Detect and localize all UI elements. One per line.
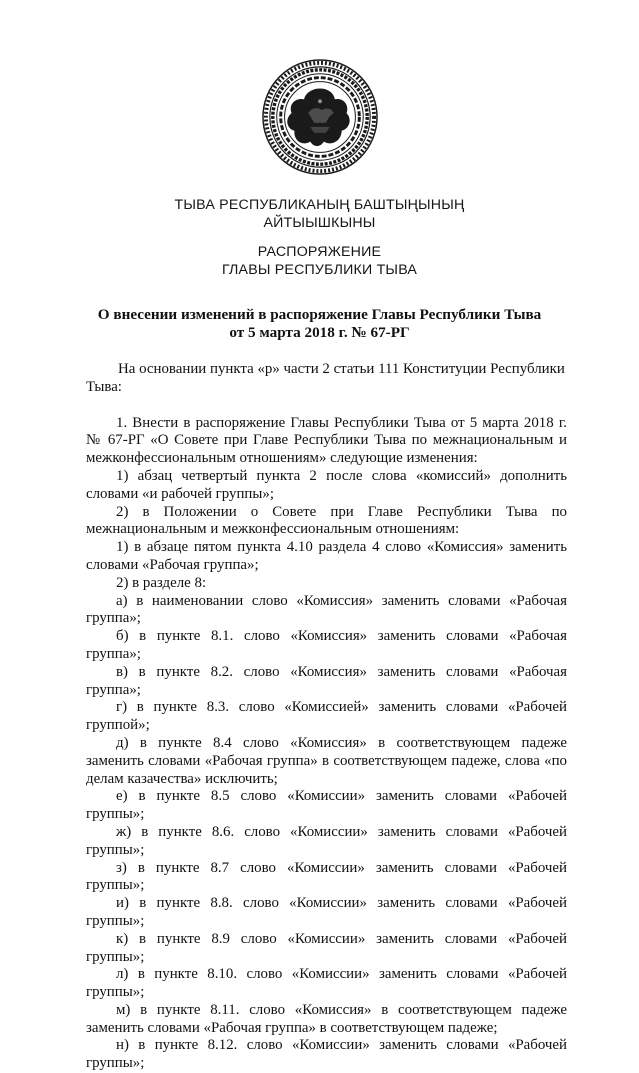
list-item: в) в пункте 8.2. слово «Комиссия» заменить словами «Рабочая группа»; <box>86 663 567 698</box>
list-item: е) в пункте 8.5 слово «Комиссии» заменить словами «Рабочей группы»; <box>86 788 567 823</box>
paragraph: 2) в разделе 8: <box>116 574 207 591</box>
paragraph: 1. Внести в распоряжение Главы Республики Тыва от 5 марта 2018 г. № 67-РГ «О Совете при Главе Республики Тыва по межнациональным и межконфессиональным отношениям» следующие изменения: <box>86 414 567 467</box>
list-item: а) в наименовании слово «Комиссия» заменить словами «Рабочая группа»; <box>86 592 567 627</box>
list-item: л) в пункте 8.10. слово «Комиссии» заменить словами «Рабочей группы»; <box>86 966 567 1001</box>
preamble: На основании пункта «р» части 2 статьи 111 Конституции Республики Тыва: <box>86 361 565 395</box>
list-item: д) в пункте 8.4 слово «Комиссия» в соответствующем падеже заменить словами «Рабочая группа» в соответствующем падеже, слова «по делам казачества» исключить; <box>86 734 567 787</box>
document-title-line-1: О внесении изменений в распоряжение Главы Республики Тыва <box>97 306 542 323</box>
paragraph: 1) абзац четвертый пункта 2 после слова «комиссий» дополнить словами «и рабочей группы»; <box>86 467 567 502</box>
list-item: к) в пункте 8.9 слово «Комиссии» заменить словами «Рабочей группы»; <box>86 930 567 965</box>
document-title-line-2: от 5 марта 2018 г. № 67-РГ <box>229 324 410 341</box>
header-line-head-of-republic: ГЛАВЫ РЕСПУБЛИКИ ТЫВА <box>221 262 418 278</box>
list-item: ж) в пункте 8.6. слово «Комиссии» заменить словами «Рабочей группы»; <box>86 823 567 858</box>
list-item: г) в пункте 8.3. слово «Комиссией» заменить словами «Рабочей группой»; <box>86 699 567 734</box>
document-body <box>86 361 567 1073</box>
coat-of-arms-icon <box>261 58 379 176</box>
list-item: н) в пункте 8.12. слово «Комиссии» заменить словами «Рабочей группы»; <box>86 1037 567 1072</box>
header-line-tuvan-2: АЙТЫЫШКЫНЫ <box>263 215 376 231</box>
list-item: м) в пункте 8.11. слово «Комиссия» в соответствующем падеже заменить словами «Рабочая группа» в соответствующем падеже; <box>86 1001 567 1036</box>
list-item: б) в пункте 8.1. слово «Комиссия» заменить словами «Рабочая группа»; <box>86 628 567 662</box>
header-line-order: РАСПОРЯЖЕНИЕ <box>257 244 382 260</box>
header-line-tuvan-1: ТЫВА РЕСПУБЛИКАНЫҢ БАШТЫҢЫНЫҢ <box>174 197 465 213</box>
list-item: з) в пункте 8.7 слово «Комиссии» заменить словами «Рабочей группы»; <box>86 859 567 894</box>
paragraph: 2) в Положении о Совете при Главе Республики Тыва по межнациональным и межконфессиональным отношениям: <box>86 503 567 538</box>
paragraph: 1) в абзаце пятом пункта 4.10 раздела 4 слово «Комиссия» заменить словами «Рабочая группа»; <box>86 539 567 573</box>
list-item: и) в пункте 8.8. слово «Комиссии» заменить словами «Рабочей группы»; <box>86 895 567 929</box>
